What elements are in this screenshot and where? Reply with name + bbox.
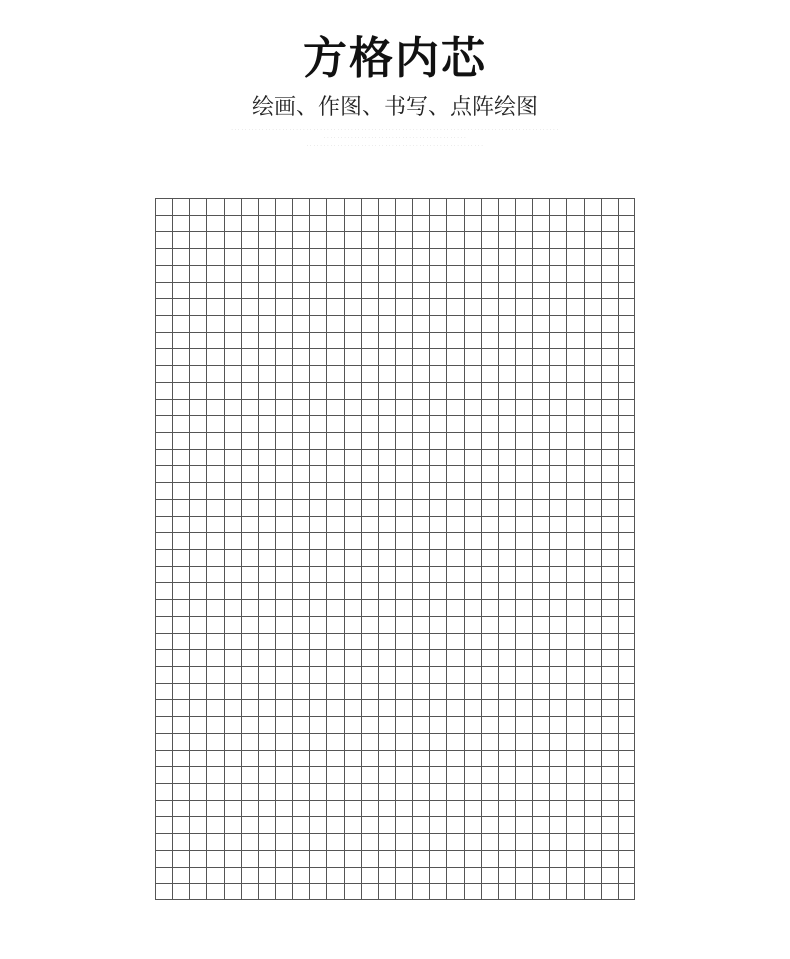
grid-lines xyxy=(155,198,635,900)
fine-print-line-2: · · · · · · · · · · · · · · · · · · · · · · · · · · · · · · · · · · · · · · · · · · xyxy=(323,136,467,140)
page-title: 方格内芯 xyxy=(303,33,487,84)
grid-paper-sheet xyxy=(155,198,635,900)
page-subtitle: 绘画、作图、书写、点阵绘图 xyxy=(251,95,538,120)
fine-print-line-1: · · · · · · · · · · · · · · · · · · · · · · · · · · · · · · · · · · · · · · · · · · · · · · · · · · · · · · · · · · · · · · · · · · · · · · · · · · · · · · · · · · · · · · · · · · · · · · · · xyxy=(231,128,559,132)
fine-print-line-3: · · · · · · · · · · · · · · · · · · · · · · · · · · · · · · · · · · · · · · · · · · · · · · · · · · · · xyxy=(306,144,484,148)
